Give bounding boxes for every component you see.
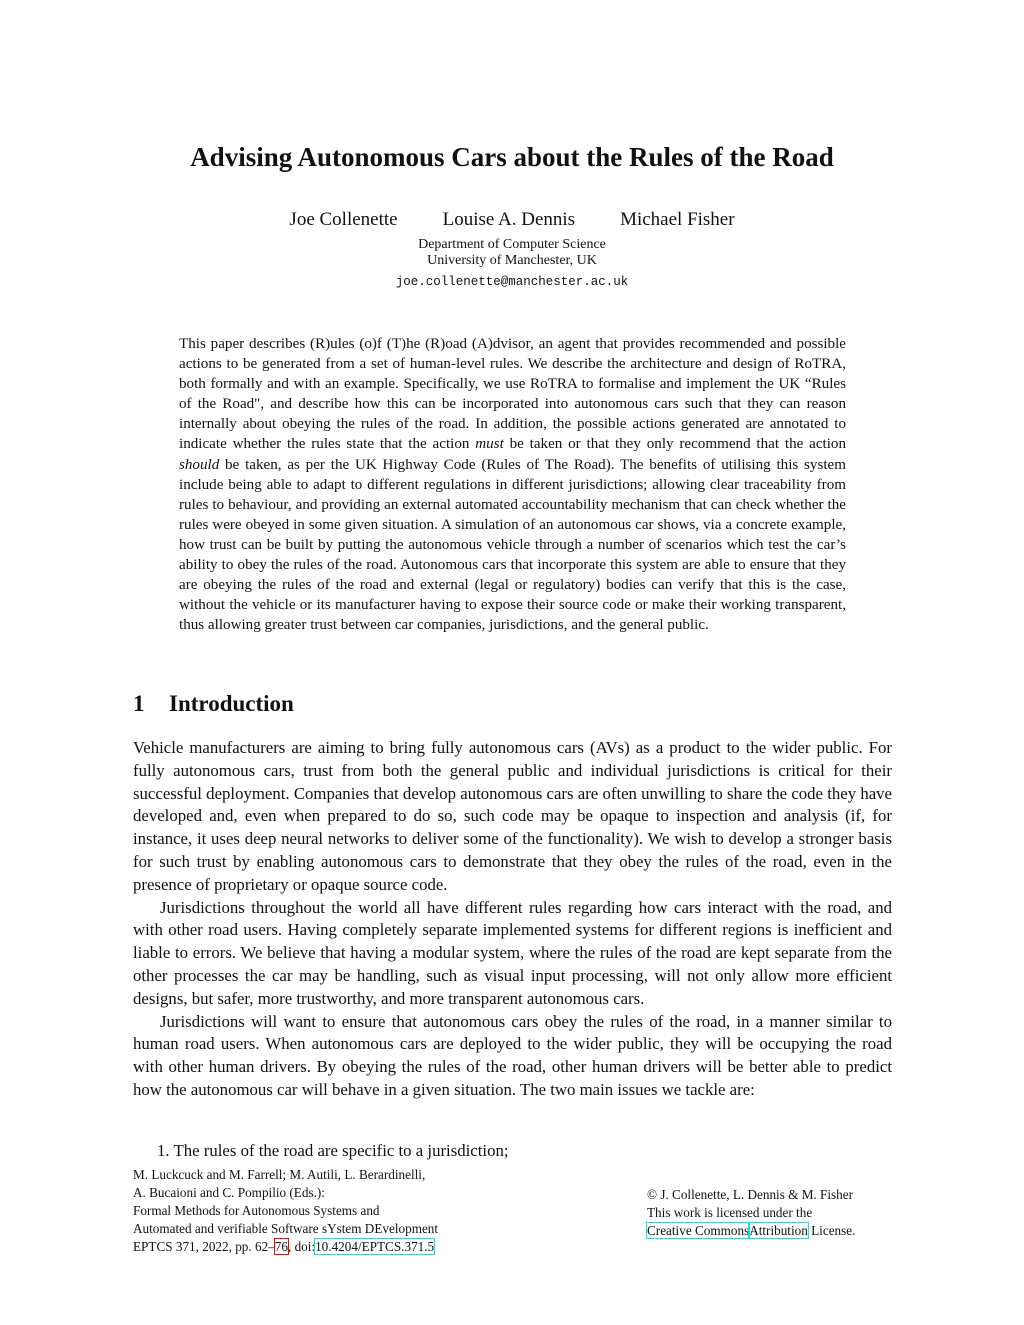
university: University of Manchester, UK [427,253,597,268]
eptcs-citation: EPTCS 371, 2022, pp. 62– [133,1239,275,1254]
paper-title: Advising Autonomous Cars about the Rules of the Road [190,142,834,172]
author-name: Joe Collenette [289,209,398,230]
copyright-notice: © J. Collenette, L. Dennis & M. Fisher [647,1187,853,1202]
doi-label: , doi: [287,1239,316,1254]
creative-commons-link[interactable]: Creative Commons [647,1223,750,1238]
footer-line: Automated and verifiable Software sYstem DEvelopment [133,1221,439,1236]
affiliation [0,237,1024,269]
author-email: joe.collenette@manchester.ac.uk [395,275,629,289]
section-body [133,737,892,1102]
end-page-link[interactable]: 76 [274,1239,288,1254]
body-paragraph: Vehicle manufacturers are aiming to bring fully autonomous cars (AVs) as a product to the wider public. For fully autonomous cars, trust from both the general public and individual jurisdictions is critical for their successful deployment. Companies that develop autonomous cars are often unwilling to share the code they have developed and, even when prepared to do so, such code may be opaque to inspection and analysis (if, for instance, it uses deep neural networks to deliver some of the functionality). We wish to develop a stronger basis for such trust by enabling autonomous cars to demonstrate that they obey the rules of the road, even in the presence of proprietary or opaque source code. [133,738,892,894]
author-name: Louise A. Dennis [442,209,576,230]
section-number: 1 [133,691,145,716]
footer-line: Formal Methods for Autonomous Systems and [133,1203,380,1218]
license-line: This work is licensed under the [647,1205,813,1220]
abstract-text: be taken or that they only recommend that the action [503,436,846,453]
section-title: Introduction [169,691,294,716]
abstract-text: This paper describes (R)ules (o)f (T)he (R)oad (A)dvisor, an agent that provides recommended and possible actions to be generated from a set of human-level rules. We describe the architecture and design of RoTRA, both formally and with an example. Specifically, we use RoTRA to formalise and implement the UK “Rules of the Road", and describe how this can be incorporated into autonomous cars such that they can reason internally about obeying the rules of the road. In addition, the possible actions generated are annotated to indicate whether the rules state that the action [179,336,846,453]
issue-list-item: 1. The rules of the road are specific to a jurisdiction; [157,1141,509,1160]
abstract [179,334,846,635]
body-paragraph: Jurisdictions throughout the world all have different rules regarding how cars interact with the road, and with other road users. Having completely separate implemented systems for different regions is inefficient and liable to errors. We believe that having a modular system, where the rules of the road are kept separate from the other processes the car may be handling, such as visual input processing, will not only allow more efficient designs, but safer, more trustworthy, and more transparent autonomous cars. [133,897,892,1008]
footer-line: M. Luckcuck and M. Farrell; M. Autili, L. Berardinelli, [133,1167,426,1182]
section-heading [133,689,294,719]
abstract-text: be taken, as per the UK Highway Code (Rules of The Road). The benefits of utilising this system include being able to adapt to different regulations in different jurisdictions; allowing clear traceability from rules to behaviour, and providing an external automated accountability mechanism that can check whether the rules were obeyed in some given situation. A simulation of an autonomous car shows, via a concrete example, how trust can be built by putting the autonomous vehicle through a number of scenarios which test the car’s ability to obey the rules of the road. Autonomous cars that incorporate this system are able to ensure that they are obeying the rules of the road and external (legal or regulatory) bodies can verify that this is the case, without the vehicle or its manufacturer having to expose their source code or make their working transparent, thus allowing greater trust between car companies, jurisdictions, and the general public. [179,456,846,634]
footer-line: A. Bucaioni and C. Pompilio (Eds.): [133,1185,325,1200]
abstract-emphasis-should: should [179,456,220,473]
author-list [0,207,1024,233]
footer-publication-info [133,1166,533,1256]
license-suffix: License. [807,1223,856,1238]
department: Department of Computer Science [418,237,606,252]
footer-eptcs-line [133,1238,533,1256]
footer-license-info [647,1186,907,1240]
attribution-link[interactable]: Attribution [749,1223,808,1238]
body-paragraph: Jurisdictions will want to ensure that autonomous cars obey the rules of the road, in a manner similar to human road users. When autonomous cars are deployed to the wider public, they will be occupying the road with other human drivers. By obeying the rules of the road, other human drivers will be better able to predict how the autonomous car will behave in a given situation. The two main issues we tackle are: [133,1011,892,1099]
abstract-emphasis-must: must [475,436,504,453]
author-name: Michael Fisher [620,209,735,230]
doi-link[interactable]: 10.4204/EPTCS.371.5 [315,1239,435,1254]
license-links [647,1222,907,1240]
